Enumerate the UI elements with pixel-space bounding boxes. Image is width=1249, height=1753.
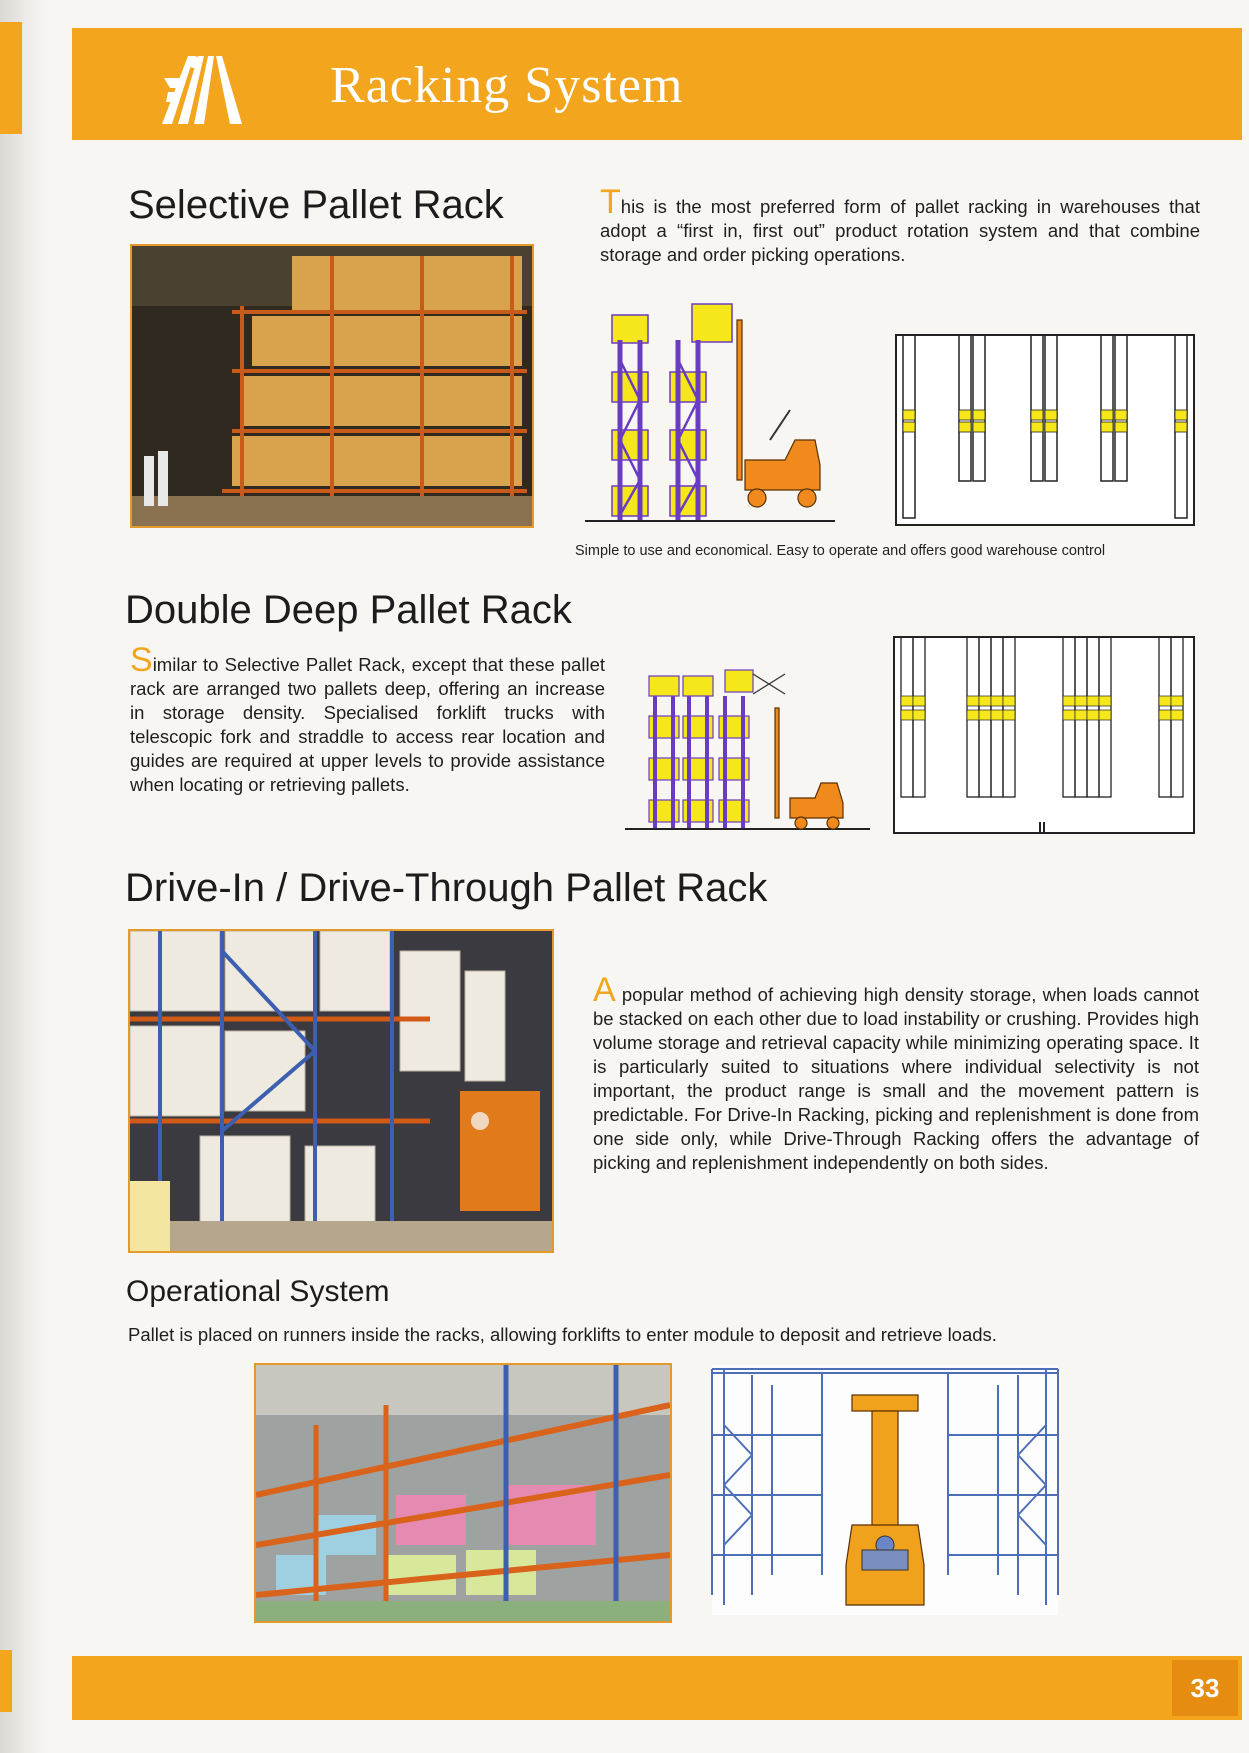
pallet-marker [967,696,979,706]
pallet-marker [1075,710,1087,720]
operational-heading: Operational System [126,1275,390,1308]
drive-in-rack-photo [128,929,554,1253]
pallet-marker [967,710,979,720]
double-deep-heading: Double Deep Pallet Rack [125,588,572,632]
pallet-marker [1099,710,1111,720]
pallet-marker [913,696,925,706]
page-number: 33 [1190,1673,1220,1703]
pallet-marker [901,710,913,720]
footer-banner [72,1656,1242,1720]
pallet-marker [1003,710,1015,720]
pallet-marker [1159,696,1171,706]
pallet-marker [1099,696,1111,706]
pallet-marker [901,696,913,706]
drive-in-body: popular method of achieving high density storage, when loads cannot be stacked on each other due to load instability or crushing. Provides high volume storage and retrieval capacity while minimizing operating space. It is particularly suited to situations where individual selectivity is not important, the product range is small and the movement pattern is predictable. For Drive-In Racking, picking and replenishment is done from one side only, while Drive-Through Racking offers the advantage of picking and replenishment independently on both sides. [593,984,1199,1173]
selective-rack-photo [130,244,534,528]
pallet-marker [1003,696,1015,706]
pallet-marker [1171,696,1183,706]
pallet-marker [1087,696,1099,706]
drive-in-description [593,971,1199,1175]
pallet-marker [1159,710,1171,720]
drive-in-heading: Drive-In / Drive-Through Pallet Rack [125,866,768,910]
pallet-marker [991,710,1003,720]
drive-in-dropcap: A [593,971,616,1009]
pallet-marker [913,710,925,720]
selective-dropcap: T [600,183,621,221]
pallet-marker [991,696,1003,706]
selective-caption: Simple to use and economical. Easy to operate and offers good warehouse control [575,543,1106,559]
selective-heading: Selective Pallet Rack [128,183,504,227]
pallet-marker [1063,710,1075,720]
pallet-marker [1075,696,1087,706]
selective-elevation-diagram [585,300,835,525]
operational-photo [254,1363,672,1623]
double-deep-description [130,641,605,797]
pallet-marker [1087,710,1099,720]
pallet-marker [1063,696,1075,706]
drive-in-perspective-diagram [712,1365,1058,1615]
operational-description: Pallet is placed on runners inside the racks, allowing forklifts to enter module to deposit and retrieve loads. [128,1324,997,1345]
selective-description [600,183,1200,267]
selective-body: his is the most preferred form of pallet racking in warehouses that adopt a “first in, first out” product rotation system and that combine storage and order picking operations. [600,196,1200,265]
company-logo-icon [158,48,246,128]
double-deep-plan-diagram [893,636,1195,834]
pallet-marker [979,710,991,720]
pallet-marker [1171,710,1183,720]
facing-page-tab-bottom [0,1650,12,1712]
double-deep-dropcap: S [130,641,153,679]
pallet-marker [979,696,991,706]
page-binding [0,0,48,1753]
page-title: Racking System [330,57,684,114]
double-deep-body: imilar to Selective Pallet Rack, except that these pallet rack are arranged two pallets deep, offering an increase in storage density. Specialised forklift trucks with telescopic fork and straddle to access rear location and guides are required at upper levels to provide assistance when locating or retrieving pallets. [130,654,605,795]
selective-plan-diagram [895,334,1195,526]
facing-page-tab-top [0,22,22,134]
double-deep-elevation-diagram [625,668,870,833]
